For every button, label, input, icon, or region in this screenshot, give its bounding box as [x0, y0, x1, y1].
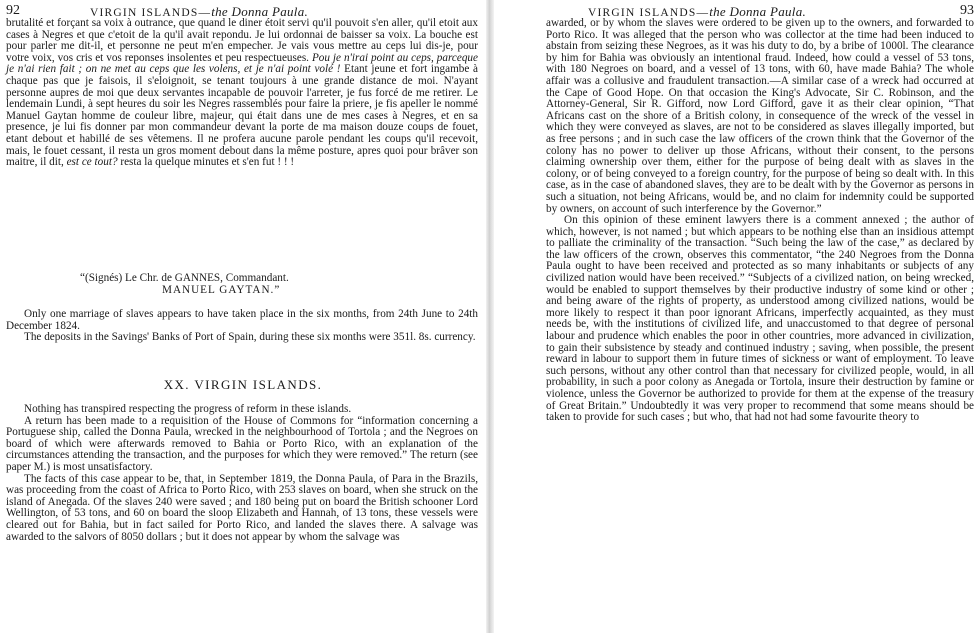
signature-line-1: “(Signés) Le Chr. de GANNES, Commandant. [80, 272, 289, 284]
right-running-head-sub: the Donna Paula. [709, 4, 807, 19]
right-page-number: 93 [960, 3, 974, 18]
paragraph-awarded: awarded, or by whom the slaves were ordered to be given up to the owners, and forwarded to Porto Rico. It was alleged that the person who was collector at the time had been induced to abstain from seizing these Negroes, as it was his duty to do, by a bribe of 1000l. The clearance by him for Bahia was obviously an intentional fraud. Indeed, how could a vessel of 53 tons, with 180 Negroes on board, and a vessel of 13 tons, with 60, have made Bahia? The whole affair was a collusive and fraudulent transaction.—A similar case of a wreck had occurred at the Cape of Good Hope. On that occasion the King's Advocate, Sir C. Robinson, and the Attorney-General, Sir R. Gifford, now Lord Gifford, gave it as their clear opinion, “That Africans cast on the shore of a British colony, in consequence of the wreck of the vessel in which they were conveyed as slaves, are not to be considered as slaves illegally imported, but as free persons ; and in such case the law officers of the crown think that the Governor of the colony has no power to deliver up those Africans, without their consent, to the persons claiming ownership over them, either for the purpose of being dealt with as slaves in the colony, or of being conveyed to a foreign country, for the purpose of being so dealt with. In this case, as in the case of abandoned slaves, they are to be dealt with by the Governor as persons in such a situation, not being Africans, would be, and no claim for indemnity could be supported by owners, on account of such interference by the Governor.” [546, 17, 974, 215]
signature-line-2: MANUEL GAYTAN.” [162, 284, 281, 296]
signature-block [80, 272, 480, 296]
french-letter-text [6, 18, 478, 169]
paragraph-facts: The facts of this case appear to be, that, in September 1819, the Donna Paula, of Para in the Brazils, was proceeding from the coast of Africa to Porto Rico, with 253 slaves on board, when she struck on the island of Anegada. Of the slaves 240 were saved ; and 180 being put on board the British schooner Lord Wellington, of 53 tons, and 60 on board the sloop Elizabeth and Hannah, of 13 tons, these vessels were cleared out for Bahia, but in fact sailed for Porto Rico, and landed the slaves there. A salvage was awarded to the salvors of 8050 dollars ; but it does not appear by whom the salvage was [6, 472, 478, 543]
virgin-islands-text [6, 404, 478, 543]
paragraph-nothing: Nothing has transpired respecting the progress of reform in these islands. [24, 403, 352, 415]
french-text-quote-2: est ce tout? [66, 156, 118, 169]
french-text-part-3: resta la quelque minutes et s'en fut ! ! ! [117, 156, 295, 169]
paragraph-deposits: The deposits in the Savings' Banks of Port of Spain, during these six months were 351l. 8s. currency. [24, 331, 476, 344]
right-page [494, 0, 980, 633]
paragraph-opinion: On this opinion of these eminent lawyers there is a comment annexed ; the author of which, however, is not named ; but which appears to be nothing else than an insidious attempt to palliate the criminality of the transaction. “Such being the law of the case,” as declared by the law officers of the crown, observes this commentator, “the 240 Negroes from the Donna Paula ought to have been received and protected as so many inhabitants or subjects of any civilized nation would have been received.” “Subjects of a civilized nation, on being wrecked, would be enabled to support themselves by their productive industry of some kind or other ; and being aware of the rights of property, as understood among civilized nations, would be more likely to respect it than poor ignorant Africans, imperfectly acquainted, as they must needs be, with the institutions of civilized life, and unaccustomed to that degree of personal labour and prudence which enables the poor in other countries, more advanced in civilization, to gain their subsistence by steady and continued industry ; saving, when possible, the present reward in labour to support them in future times of sickness or want of employment. To leave such persons, without any other control than that necessary for civilized people, would, in all probability, in such a poor colony as Anegada or Tortola, insure their destruction by famine or violence, unless the Governor be authorized to provide for them at the expense of the treasury of Great Britain.” Undoubtedly it was very proper to recommend that some means should be taken to provide for such cases ; but who, that had not had some favourite theory to [546, 214, 974, 424]
paragraph-marriage: Only one marriage of slaves appears to have taken place in the six months, from 24th June to 24th December 1824. [6, 308, 478, 332]
section-heading: XX. VIRGIN ISLANDS. [163, 377, 323, 392]
trinidad-summary [6, 309, 478, 344]
left-page [0, 0, 486, 633]
right-running-head-main: VIRGIN ISLANDS— [588, 7, 710, 19]
french-paragraph [6, 18, 478, 169]
paragraph-return: A return has been made to a requisition of the House of Commons for “information concerning a Portuguese ship, called the Donna Paula, wrecked in the neighbourhood of Tortola ; and the Negroes on board of which were afterwards removed to Bahia or Porto Rico, with an explanation of the circumstances attending the transaction, and the purposes for which they were removed.” The return (see paper M.) is most unsatisfactory. [6, 414, 478, 473]
french-text-part-2: Etant jeune et fort ingambe à chaque pas que je faisois, il s'eloignoit, se tenant toujours à une grande distance de moi. N'ayant personne aupres de moi que deux servantes incapable de pouvoir l'arreter, je fus forcé de me retirer. Le lendemain Lundi, à sept heures du soir les Negres rassemblés pour faire la priere, je fis apeller le nommé Manuel Gaytan homme de couleur libre, majeur, qui était dans une de mes cases à Negres, et en sa presence, je lui fis donner par mon commandeur devant la porte de ma maison douze coups de fouet, etant debout et habillé de ses vêtemens. Il ne profera aucune parole pendant les coups qu'il recevoit, mais, le fouet cessant, il resta un gros moment debout dans la même posture, apres quoi pour brâver son maitre, il dit, [6, 63, 478, 169]
left-page-number: 92 [6, 3, 20, 18]
left-running-head-sub: the Donna Paula. [211, 4, 309, 19]
french-text-quote-1: Pou je n'irai point au ceps, parceque je n'ai rien fait ; on ne met au ceps que les volens, et je n'ai point volé ! [6, 51, 478, 76]
left-running-head-main: VIRGIN ISLANDS— [90, 7, 212, 19]
french-text-part-1: brutalité et forçant sa voix à outrance, que quand le diner étoit servi qu'il pouvoit s'en aller, qu'il etoit aux cases à Negres et que c'etoit de la qu'il avait repondu. Je lui ordonnai de baisser sa voix. La bouche est pour parler me dit-il, et personne ne peut m'en empecher. Je vais vous mettre au ceps lui dis-je, pour votre voix, vos cris et vos reponses insolentes et peu respectueuses. [6, 17, 478, 64]
right-page-text [546, 18, 974, 424]
book-gutter [486, 0, 494, 633]
